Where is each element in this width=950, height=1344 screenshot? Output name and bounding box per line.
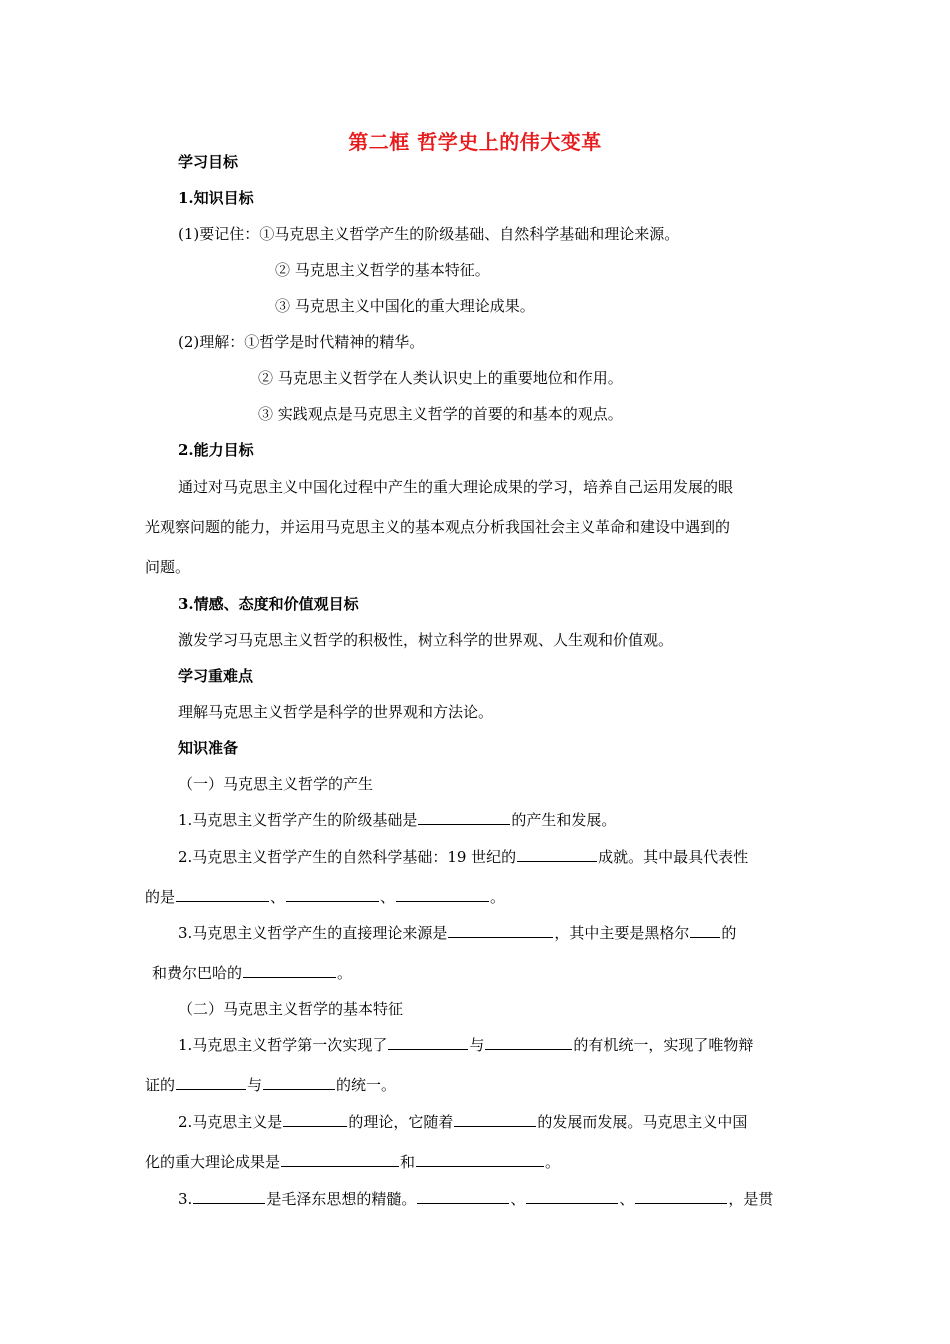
heading-difficulty: 学习重难点 — [178, 667, 254, 685]
blank-field[interactable] — [176, 1075, 246, 1090]
knowledge-item-2: (2)理解：①哲学是时代精神的精华。 — [178, 333, 425, 351]
separator: 。 — [337, 964, 353, 982]
question-text: 化的重大理论成果是 — [145, 1153, 281, 1171]
item-1-line2 — [145, 1074, 950, 1096]
blank-field[interactable] — [454, 1112, 536, 1127]
question-3-line1 — [178, 922, 950, 944]
page-title: 第二框 哲学史上的伟大变革 — [348, 130, 602, 154]
question-text: 1.马克思主义哲学第一次实现了 — [178, 1036, 388, 1054]
separator: 、 — [270, 888, 286, 906]
question-text: 3. — [178, 1190, 193, 1208]
question-2-line2 — [145, 886, 950, 908]
emotion-paragraph: 激发学习马克思主义哲学的积极性，树立科学的世界观、人生观和价值观。 — [178, 631, 674, 649]
question-text: 的是 — [145, 888, 176, 906]
question-text: 和 — [400, 1153, 416, 1171]
question-text: 2.马克思主义是 — [178, 1113, 283, 1131]
question-text: 2.马克思主义哲学产生的自然科学基础：19 世纪的 — [178, 848, 517, 866]
separator: 、 — [619, 1190, 635, 1208]
blank-field[interactable] — [243, 963, 336, 978]
heading-knowledge: 1.知识目标 — [178, 189, 254, 207]
question-text: 是毛泽东思想的精髓。 — [266, 1190, 417, 1208]
blank-field[interactable] — [517, 847, 597, 862]
blank-field[interactable] — [263, 1075, 335, 1090]
heading-emotion: 3.情感、态度和价值观目标 — [178, 595, 359, 613]
question-text: 3.马克思主义哲学产生的直接理论来源是 — [178, 924, 448, 942]
question-text: 和费尔巴哈的 — [152, 964, 243, 982]
question-text: 的统一。 — [336, 1076, 397, 1094]
ability-paragraph-line3: 问题。 — [145, 558, 191, 576]
ability-paragraph-line2: 光观察问题的能力，并运用马克思主义的基本观点分析我国社会主义革命和建设中遇到的 — [145, 518, 731, 536]
question-text: 的产生和发展。 — [511, 811, 617, 829]
blank-field[interactable] — [485, 1035, 572, 1050]
item-2-line1 — [178, 1111, 950, 1133]
item-3-line1 — [178, 1188, 950, 1210]
blank-field[interactable] — [448, 923, 553, 938]
blank-field[interactable] — [176, 887, 269, 902]
item-1-line1 — [178, 1034, 950, 1056]
question-2-line1 — [178, 846, 950, 868]
blank-field[interactable] — [635, 1189, 727, 1204]
blank-field[interactable] — [193, 1189, 265, 1204]
section-one-heading: （一）马克思主义哲学的产生 — [178, 775, 374, 793]
blank-field[interactable] — [416, 1152, 544, 1167]
blank-field[interactable] — [283, 1112, 347, 1127]
blank-field[interactable] — [526, 1189, 618, 1204]
question-text: 与 — [469, 1036, 485, 1054]
question-text: 1.马克思主义哲学产生的阶级基础是 — [178, 811, 418, 829]
knowledge-item-2c: ③ 实践观点是马克思主义哲学的首要的和基本的观点。 — [258, 405, 623, 423]
question-text: 的发展而发展。马克思主义中国 — [537, 1113, 748, 1131]
question-text: 的有机统一，实现了唯物辩 — [573, 1036, 754, 1054]
blank-field[interactable] — [690, 923, 720, 938]
question-text: ，其中主要是黑格尔 — [554, 924, 690, 942]
question-3-line2 — [152, 962, 950, 984]
knowledge-item-2b: ② 马克思主义哲学在人类认识史上的重要地位和作用。 — [258, 369, 623, 387]
blank-field[interactable] — [388, 1035, 468, 1050]
separator: 、 — [380, 888, 396, 906]
question-text: 的理论，它随着 — [348, 1113, 454, 1131]
blank-field[interactable] — [281, 1152, 399, 1167]
separator: 。 — [490, 888, 506, 906]
heading-preparation: 知识准备 — [178, 739, 239, 757]
blank-field[interactable] — [418, 810, 510, 825]
question-text: 与 — [247, 1076, 263, 1094]
question-text: 的 — [721, 924, 737, 942]
knowledge-item-1b: ② 马克思主义哲学的基本特征。 — [275, 261, 490, 279]
ability-paragraph-line1: 通过对马克思主义中国化过程中产生的重大理论成果的学习，培养自己运用发展的眼 — [178, 478, 734, 496]
item-2-line2 — [145, 1151, 950, 1173]
question-1 — [178, 809, 950, 831]
blank-field[interactable] — [396, 887, 489, 902]
blank-field[interactable] — [286, 887, 379, 902]
heading-ability: 2.能力目标 — [178, 441, 254, 459]
difficulty-paragraph: 理解马克思主义哲学是科学的世界观和方法论。 — [178, 703, 494, 721]
question-text: 成就。其中最具代表性 — [598, 848, 749, 866]
question-text: 证的 — [145, 1076, 176, 1094]
section-two-heading: （二）马克思主义哲学的基本特征 — [178, 1000, 404, 1018]
knowledge-item-1c: ③ 马克思主义中国化的重大理论成果。 — [275, 297, 535, 315]
separator: 、 — [510, 1190, 526, 1208]
question-text: ，是贯 — [728, 1190, 774, 1208]
knowledge-item-1: (1)要记住：①马克思主义哲学产生的阶级基础、自然科学基础和理论来源。 — [178, 225, 680, 243]
separator: 。 — [545, 1153, 561, 1171]
heading-objectives: 学习目标 — [178, 153, 239, 171]
blank-field[interactable] — [417, 1189, 509, 1204]
